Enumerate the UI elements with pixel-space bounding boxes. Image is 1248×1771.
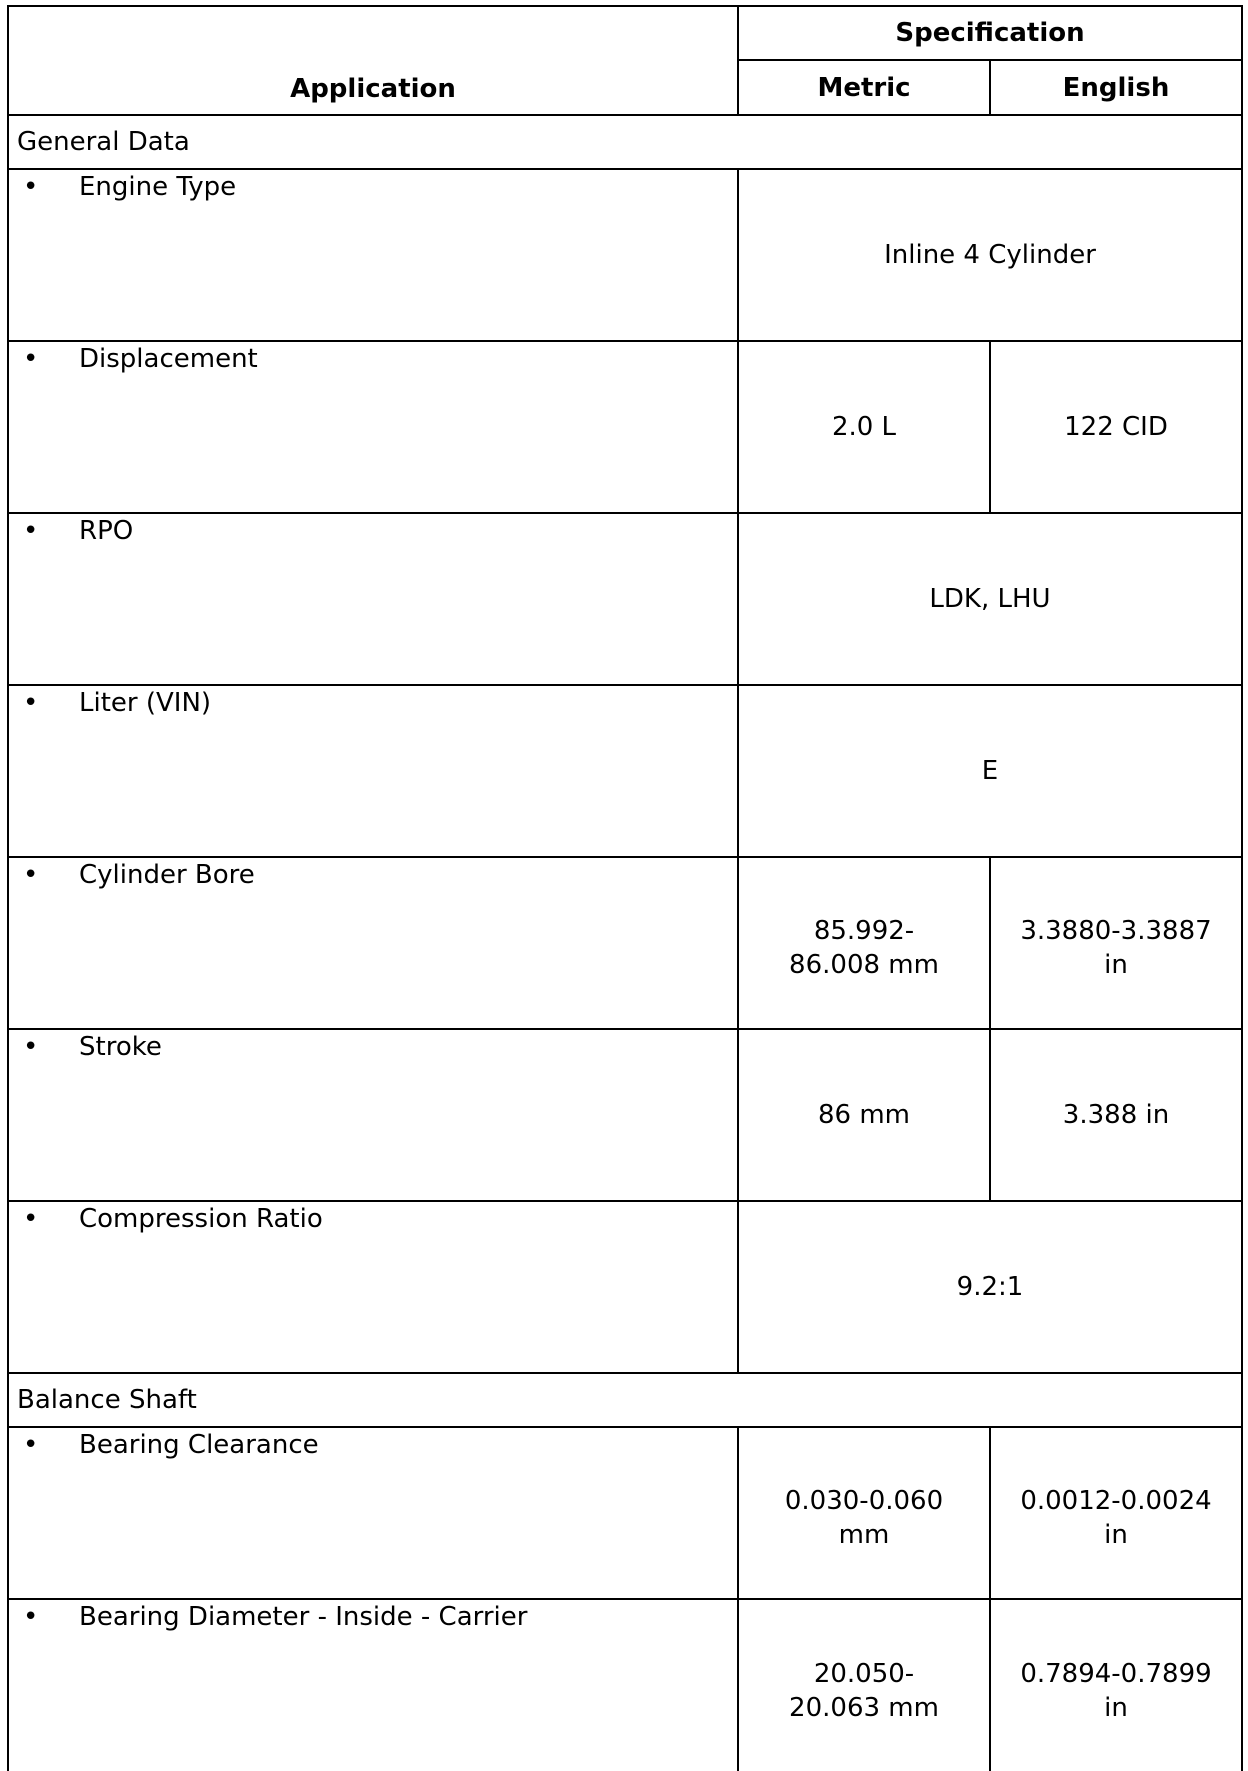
row-label-liter-vin: Liter (VIN): [79, 688, 212, 718]
value-rpo: LDK, LHU: [738, 513, 1242, 685]
application-cell: [8, 1599, 738, 1771]
bullet: •: [23, 688, 39, 718]
row-label-cylinder-bore: Cylinder Bore: [79, 860, 255, 890]
english-bearing-clearance: 0.0012-0.0024 in: [990, 1427, 1242, 1599]
application-cell: [8, 341, 738, 513]
metric-displacement: 2.0 L: [738, 341, 990, 513]
bullet: •: [23, 516, 39, 546]
row-label-displacement: Displacement: [79, 344, 258, 374]
application-cell: [8, 1029, 738, 1201]
table-row: [8, 341, 1242, 513]
section-title-balance: Balance Shaft: [8, 1373, 1242, 1427]
row-label-bearing-diameter: Bearing Diameter - Inside - Carrier: [79, 1602, 528, 1632]
table-row: [8, 1029, 1242, 1201]
table-row: [8, 513, 1242, 685]
specification-table: [7, 5, 1243, 1771]
table-row: [8, 1427, 1242, 1599]
row-label-compression-ratio: Compression Ratio: [79, 1204, 323, 1234]
row-label-engine-type: Engine Type: [79, 172, 237, 202]
bullet: •: [23, 1602, 39, 1632]
application-cell: [8, 857, 738, 1029]
header-metric: Metric: [738, 60, 990, 115]
bullet: •: [23, 860, 39, 890]
value-liter-vin: E: [738, 685, 1242, 857]
header-specification: Specification: [738, 6, 1242, 60]
metric-bearing-diameter: 20.050-20.063 mm: [738, 1599, 990, 1771]
bullet: •: [23, 1430, 39, 1460]
value-compression-ratio: 9.2:1: [738, 1201, 1242, 1373]
header-english: English: [990, 60, 1242, 115]
table-row: [8, 169, 1242, 341]
value-engine-type: Inline 4 Cylinder: [738, 169, 1242, 341]
section-row-general: [8, 115, 1242, 169]
english-displacement: 122 CID: [990, 341, 1242, 513]
table-row: [8, 857, 1242, 1029]
application-cell: [8, 513, 738, 685]
english-cylinder-bore: 3.3880-3.3887 in: [990, 857, 1242, 1029]
metric-bearing-clearance: 0.030-0.060 mm: [738, 1427, 990, 1599]
row-label-rpo: RPO: [79, 516, 134, 546]
header-row-top: [8, 6, 1242, 60]
english-stroke: 3.388 in: [990, 1029, 1242, 1201]
row-label-stroke: Stroke: [79, 1032, 162, 1062]
section-title-general: General Data: [8, 115, 1242, 169]
metric-stroke: 86 mm: [738, 1029, 990, 1201]
table-row: [8, 1201, 1242, 1373]
table-row: [8, 685, 1242, 857]
application-cell: [8, 1427, 738, 1599]
application-cell: [8, 169, 738, 341]
bullet: •: [23, 344, 39, 374]
bullet: •: [23, 1032, 39, 1062]
application-cell: [8, 1201, 738, 1373]
section-row-balance: [8, 1373, 1242, 1427]
header-application: Application: [8, 6, 738, 115]
application-cell: [8, 685, 738, 857]
bullet: •: [23, 172, 39, 202]
bullet: •: [23, 1204, 39, 1234]
table-row: [8, 1599, 1242, 1771]
english-bearing-diameter: 0.7894-0.7899 in: [990, 1599, 1242, 1771]
metric-cylinder-bore: 85.992-86.008 mm: [738, 857, 990, 1029]
row-label-bearing-clearance: Bearing Clearance: [79, 1430, 319, 1460]
